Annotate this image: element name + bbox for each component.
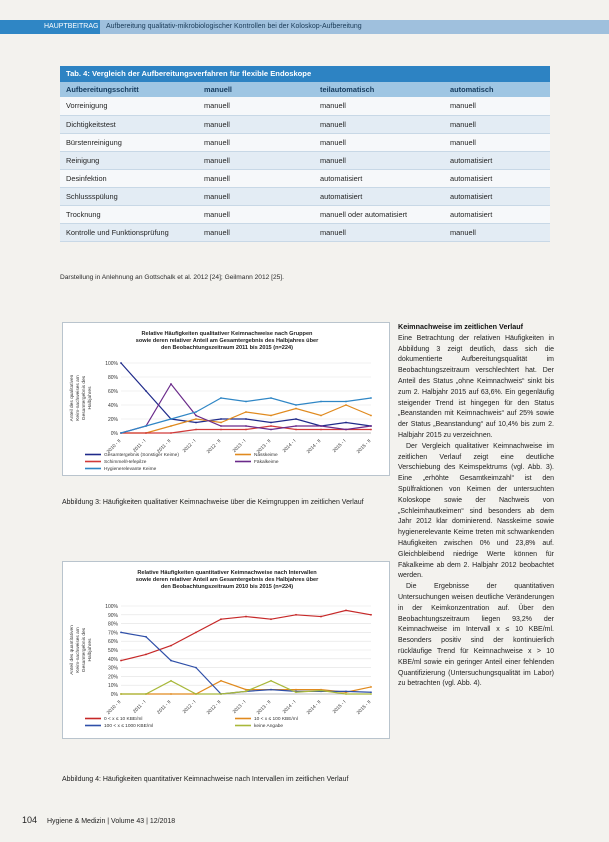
- mode-cell: automatisiert: [314, 187, 444, 205]
- mode-cell: automatisiert: [444, 187, 550, 205]
- data-point: [295, 408, 297, 410]
- data-point: [170, 418, 172, 420]
- chart-title-line: Relative Häufigkeiten qualitativer Keimnachweise nach Gruppen: [141, 331, 313, 337]
- figure-4-caption: [62, 775, 392, 785]
- x-tick-label: 2012 - II: [206, 699, 223, 716]
- y-tick-label: 80%: [107, 375, 118, 381]
- mode-cell: manuell: [444, 133, 550, 151]
- data-point: [320, 429, 322, 431]
- data-point: [245, 616, 247, 618]
- column-header: Aufbereitungsschritt: [60, 82, 198, 97]
- x-tick-label: 2012 - I: [182, 438, 198, 454]
- data-point: [270, 689, 272, 691]
- y-tick-label: 20%: [107, 417, 118, 423]
- y-axis-label: Anteil des quantitativen: [70, 625, 75, 675]
- step-cell: Dichtigkeitstest: [60, 115, 198, 133]
- figure-4-caption-text: Häufigkeiten quantitativer Keimnachweise nach Intervallen im zeitlichen Verlauf: [102, 776, 349, 783]
- legend-label: Fäkalkeime: [254, 460, 279, 465]
- x-tick-label: 2015 - II: [356, 438, 373, 455]
- x-tick-label: 2015 - II: [356, 699, 373, 716]
- table-row: [60, 97, 550, 115]
- y-tick-label: 40%: [107, 656, 118, 663]
- data-point: [345, 693, 347, 695]
- mode-cell: manuell: [198, 133, 314, 151]
- x-tick-label: 2011 - I: [132, 438, 148, 454]
- data-point: [195, 422, 197, 424]
- data-point: [220, 693, 222, 695]
- legend-label: Nasskeime: [254, 453, 278, 458]
- mode-cell: manuell: [198, 169, 314, 187]
- y-axis-label: Anteil des qualitativen: [70, 374, 75, 422]
- figure-3-caption-text: Häufigkeiten qualitativer Keimnachweise über die Keimgruppen im zeitlichen Verlauf: [102, 499, 364, 506]
- mode-cell: manuell: [198, 187, 314, 205]
- legend-label: Schimmel/Hefepilze: [104, 460, 147, 465]
- mode-cell: manuell: [198, 205, 314, 223]
- mode-cell: manuell: [444, 97, 550, 115]
- figure-3-label: Abbildung 3:: [62, 499, 101, 506]
- mode-cell: manuell: [314, 133, 444, 151]
- body-paragraph: Die Ergebnisse der quantitativen Untersuchungen weisen deutliche Veränderungen in der Keimkonzentration auf. Über den Beobachtungszeitraum liegen 93,2% der Keimnachweise im Intervall x ≤ 10 KBE/ml. Besonders positiv sind der kontinuierlich rückläufige Trend für Keimnachweise x > 10 KBE/ml sowie ein geringer Anteil einer fehlenden Quantifizierung (Untersuchungsqualität im Labor) zu betrachten (vgl. Abb. 4).: [398, 583, 554, 688]
- figure-3-caption: [62, 498, 392, 508]
- section-tag: HAUPTBEITRAG: [0, 20, 100, 34]
- data-point: [345, 429, 347, 431]
- column-header: teilautomatisch: [314, 82, 444, 97]
- column-header: automatisch: [444, 82, 550, 97]
- figure-4-svg: [63, 562, 391, 740]
- data-point: [370, 425, 372, 427]
- figure-3-chart: [62, 322, 390, 476]
- legend-label: keine Angabe: [254, 724, 284, 729]
- legend-label: 10 < x ≤ 100 KBE/ml: [254, 717, 298, 722]
- data-point: [320, 425, 322, 427]
- chart-title-line: sowie deren relativer Anteil am Gesamtergebnis des Halbjahres über: [135, 577, 319, 583]
- data-point: [120, 362, 122, 364]
- mode-cell: manuell: [198, 97, 314, 115]
- data-point: [145, 636, 147, 638]
- table-row: [60, 205, 550, 223]
- table-caption: Tab. 4: Vergleich der Aufbereitungsverfahren für flexible Endoskope: [60, 66, 550, 82]
- data-point: [270, 425, 272, 427]
- table-row: [60, 169, 550, 187]
- column-header: manuell: [198, 82, 314, 97]
- data-point: [245, 401, 247, 403]
- y-axis-label: Halbjahres: [88, 638, 93, 662]
- mode-cell: automatisiert: [444, 169, 550, 187]
- data-point: [120, 632, 122, 634]
- data-point: [195, 667, 197, 669]
- y-tick-label: 20%: [107, 674, 118, 681]
- comparison-table: [60, 82, 550, 242]
- data-point: [195, 693, 197, 695]
- table-row: [60, 223, 550, 241]
- data-point: [320, 415, 322, 417]
- data-point: [370, 693, 372, 695]
- y-tick-label: 40%: [107, 403, 118, 409]
- data-point: [220, 422, 222, 424]
- data-point: [270, 397, 272, 399]
- mode-cell: automatisiert: [314, 169, 444, 187]
- data-point: [170, 425, 172, 427]
- y-axis-label: Halbjahres: [88, 386, 93, 410]
- x-tick-label: 2011 - I: [132, 699, 148, 715]
- table-row: [60, 151, 550, 169]
- x-tick-label: 2013 - I: [232, 699, 248, 715]
- x-tick-label: 2013 - II: [256, 438, 273, 455]
- data-point: [220, 397, 222, 399]
- step-cell: Vorreinigung: [60, 97, 198, 115]
- table-header-row: [60, 82, 550, 97]
- step-cell: Trocknung: [60, 205, 198, 223]
- y-axis-label: Gesamtergebnis des: [82, 375, 87, 421]
- y-tick-label: 50%: [107, 648, 118, 654]
- data-point: [345, 422, 347, 424]
- mode-cell: manuell: [198, 223, 314, 241]
- data-point: [220, 425, 222, 427]
- x-tick-label: 2011 - II: [156, 438, 173, 455]
- data-point: [245, 425, 247, 427]
- data-point: [295, 418, 297, 420]
- data-point: [345, 610, 347, 612]
- data-point: [120, 432, 122, 434]
- series-line: [121, 632, 371, 694]
- table-row: [60, 187, 550, 205]
- data-point: [145, 654, 147, 656]
- data-point: [170, 383, 172, 385]
- mode-cell: automatisiert: [444, 151, 550, 169]
- y-tick-label: 10%: [107, 683, 118, 690]
- legend-label: 100 < x ≤ 1000 KBE/ml: [104, 724, 154, 729]
- body-paragraph: Der Vergleich qualitativer Keimnachweise im zeitlichen Verlauf zeigt eine deutliche Verschiebung des Keimspektrums (vgl. Abb. 3). Eine „erhöhte Gesamtkeimzahl“ ist den Spülfraktionen von Keimen der untersuchten Koloskope sowie der Nachweis von „Schleimhautkeimen“ sind besonders ab dem Jahr 2012 klar dominierend. Nasskeime sowie hygienerelevante Keime treten mit schwankenden Häufigkeiten zwischen 0% und 23,8% auf. Gleichbleibend niedrige Werte können für Fäkalkeime ab dem 2. Halbjahr 2012 beobachtet werden.: [398, 442, 554, 580]
- x-tick-label: 2015 - I: [332, 699, 348, 715]
- x-tick-label: 2014 - I: [282, 699, 298, 715]
- data-point: [345, 690, 347, 692]
- data-point: [320, 616, 322, 618]
- mode-cell: automatisiert: [444, 205, 550, 223]
- y-tick-label: 90%: [107, 612, 118, 619]
- page-number: 104: [22, 815, 38, 825]
- table-row: [60, 115, 550, 133]
- mode-cell: manuell: [198, 151, 314, 169]
- y-tick-label: 0%: [110, 431, 118, 437]
- step-cell: Kontrolle und Funktionsprüfung: [60, 223, 198, 241]
- data-point: [220, 418, 222, 420]
- data-point: [295, 691, 297, 693]
- mode-cell: manuell: [198, 115, 314, 133]
- step-cell: Reinigung: [60, 151, 198, 169]
- data-point: [195, 415, 197, 417]
- data-point: [370, 415, 372, 417]
- legend-label: Gesamtergebnis (Sonstiger Keime): [104, 453, 179, 458]
- x-tick-label: 2010 - II: [106, 699, 123, 716]
- x-tick-label: 2014 - I: [282, 438, 298, 454]
- data-point: [295, 425, 297, 427]
- x-tick-label: 2013 - I: [232, 438, 248, 454]
- legend-label: 0 < x ≤ 10 KBE/ml: [104, 717, 143, 722]
- data-point: [120, 660, 122, 662]
- data-point: [145, 432, 147, 434]
- mode-cell: manuell: [444, 223, 550, 241]
- x-tick-label: 2014 - II: [306, 438, 323, 455]
- data-point: [245, 411, 247, 413]
- running-title: Aufbereitung qualitativ-mikrobiologischer Kontrollen bei der Koloskop-Aufbereitung: [106, 23, 362, 30]
- data-point: [320, 401, 322, 403]
- data-point: [220, 680, 222, 682]
- data-point: [245, 429, 247, 431]
- legend-label: Hygienerelevante Keime: [104, 467, 157, 472]
- data-point: [270, 429, 272, 431]
- y-axis-label: Keim-nachweises am: [76, 627, 81, 673]
- table-row: [60, 133, 550, 151]
- data-point: [195, 418, 197, 420]
- data-point: [195, 411, 197, 413]
- figure-4-label: Abbildung 4:: [62, 776, 101, 783]
- data-point: [295, 689, 297, 691]
- y-tick-label: 100%: [105, 604, 118, 610]
- y-axis-label: Keim-nachweises am: [76, 375, 81, 421]
- y-tick-label: 80%: [107, 621, 118, 628]
- y-axis-label: Gesamtergebnis des: [82, 627, 87, 673]
- x-tick-label: 2012 - II: [206, 438, 223, 455]
- data-point: [295, 429, 297, 431]
- chart-title-line: Relative Häufigkeiten quantitativer Keimnachweise nach Intervallen: [137, 570, 317, 576]
- step-cell: Bürstenreinigung: [60, 133, 198, 151]
- mode-cell: manuell: [314, 151, 444, 169]
- data-point: [270, 680, 272, 682]
- data-point: [170, 693, 172, 695]
- x-tick-label: 2013 - II: [256, 699, 273, 716]
- y-tick-label: 100%: [105, 361, 118, 367]
- x-tick-label: 2011 - II: [156, 699, 173, 716]
- data-point: [270, 415, 272, 417]
- data-point: [370, 691, 372, 693]
- data-point: [270, 422, 272, 424]
- data-point: [170, 660, 172, 662]
- figure-4-chart: [62, 561, 390, 739]
- mode-cell: manuell: [314, 223, 444, 241]
- data-point: [120, 693, 122, 695]
- data-point: [195, 632, 197, 634]
- data-point: [245, 690, 247, 692]
- data-point: [170, 680, 172, 682]
- data-point: [245, 418, 247, 420]
- data-point: [370, 397, 372, 399]
- data-point: [220, 618, 222, 620]
- x-tick-label: 2014 - II: [306, 699, 323, 716]
- mode-cell: manuell: [314, 97, 444, 115]
- series-line: [121, 610, 371, 660]
- data-point: [220, 429, 222, 431]
- mode-cell: manuell: [314, 115, 444, 133]
- chart-title-line: den Beobachtungszeitraum 2010 bis 2015 (n=224): [160, 584, 294, 590]
- data-point: [320, 690, 322, 692]
- y-tick-label: 60%: [107, 389, 118, 395]
- chart-title-line: sowie deren relativer Anteil am Gesamtergebnis des Halbjahres über: [135, 338, 319, 344]
- data-point: [270, 618, 272, 620]
- page-footer: [22, 815, 175, 825]
- series-line: [121, 363, 371, 426]
- data-point: [295, 614, 297, 616]
- chart-title-line: den Beobachtungszeitraum 2011 bis 2015 (n=224): [161, 345, 293, 351]
- body-paragraph: Eine Betrachtung der relativen Häufigkeiten in Abbildung 3 zeigt deutlich, dass sich die dokumentierte Aufbereitungsqualität im Beobachtungszeitraum verschlechtert hat. Der Anteil des Status „ohne Keimnachweis“ sinkt bis zum 2. Halbjahr 2015 auf 63,6%. Ein gegenläufig steigender Trend ist hingegen für den Status „Beanstanden mit Keimnachweis“ auf 25% sowie der Status „Beanstandung“ auf 10,4% bis zum 2. Halbjahr 2015 zu verzeichnen.: [398, 334, 554, 439]
- running-header: [0, 20, 609, 34]
- data-point: [245, 689, 247, 691]
- data-point: [145, 425, 147, 427]
- data-point: [345, 404, 347, 406]
- mode-cell: manuell oder automatisiert: [314, 205, 444, 223]
- data-point: [170, 645, 172, 647]
- figure-3-svg: [63, 323, 391, 477]
- step-cell: Schlussspülung: [60, 187, 198, 205]
- data-point: [370, 614, 372, 616]
- y-tick-label: 60%: [107, 639, 118, 646]
- x-tick-label: 2012 - I: [182, 699, 198, 715]
- data-point: [370, 429, 372, 431]
- x-tick-label: 2010 - II: [106, 438, 123, 455]
- table-source-note: Darstellung in Anlehnung an Gottschalk et al. 2012 [24]; Geilmann 2012 [25].: [60, 274, 284, 281]
- comparison-table-block: [60, 66, 550, 242]
- y-tick-label: 0%: [110, 692, 118, 698]
- data-point: [195, 429, 197, 431]
- data-point: [145, 390, 147, 392]
- x-tick-label: 2015 - I: [332, 438, 348, 454]
- body-text-column: [398, 322, 554, 690]
- data-point: [295, 404, 297, 406]
- y-tick-label: 70%: [107, 630, 118, 637]
- step-cell: Desinfektion: [60, 169, 198, 187]
- mode-cell: manuell: [444, 115, 550, 133]
- data-point: [345, 401, 347, 403]
- y-tick-label: 30%: [107, 665, 118, 672]
- data-point: [145, 693, 147, 695]
- data-point: [370, 686, 372, 688]
- journal-citation: Hygiene & Medizin | Volume 43 | 12/2018: [46, 818, 176, 825]
- section-heading: Keimnachweise im zeitlichen Verlauf: [398, 322, 524, 331]
- data-point: [170, 432, 172, 434]
